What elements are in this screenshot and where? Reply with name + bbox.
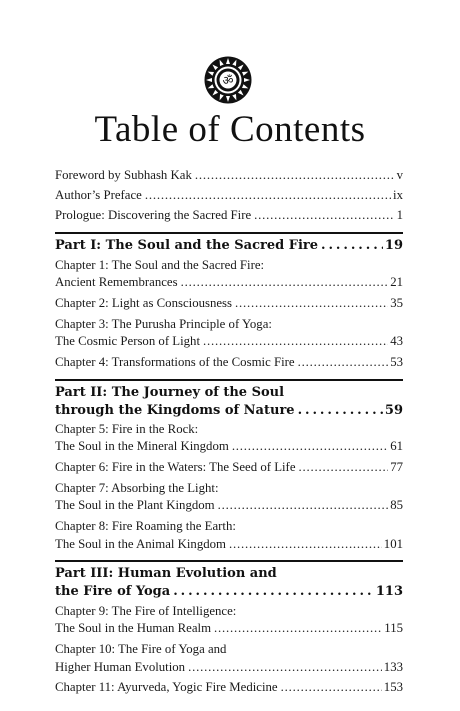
page-number: 1	[396, 208, 403, 222]
part-heading-title: Part III: Human Evolution and	[55, 566, 277, 582]
dot-leader	[188, 660, 382, 675]
chapter-entry-title: Chapter 4: Transformations of the Cosmic Fire	[55, 354, 295, 369]
part-heading-title: Part II: The Journey of the Soul	[55, 384, 285, 400]
chapter-entry	[55, 334, 403, 349]
dot-leader	[321, 238, 383, 253]
section-divider	[55, 232, 403, 234]
chapter-entry	[55, 604, 403, 619]
dot-leader	[281, 680, 382, 695]
chapter-entry	[55, 680, 403, 695]
section-divider	[55, 560, 403, 562]
section-divider	[55, 379, 403, 381]
page-number: v	[396, 168, 403, 182]
chapter-entry-title: Ancient Remembrances	[55, 274, 178, 289]
chapter-entry	[55, 296, 403, 311]
part-heading	[55, 566, 403, 581]
chapter-entry-title: Chapter 11: Ayurveda, Yogic Fire Medicine	[55, 680, 278, 695]
chapter-entry	[55, 519, 403, 534]
dot-leader	[299, 460, 389, 475]
chapter-entry-title: The Soul in the Mineral Kingdom	[55, 439, 229, 454]
front-matter-entry-title: Foreword by Subhash Kak	[55, 168, 192, 182]
chapter-entry-title: Chapter 8: Fire Roaming the Earth:	[55, 519, 236, 534]
dot-leader	[145, 188, 391, 203]
dot-leader	[218, 498, 389, 513]
page-number: 21	[390, 274, 403, 289]
chapter-entry-title: Chapter 2: Light as Consciousness	[55, 295, 233, 310]
chapter-entry-title: Higher Human Evolution	[55, 659, 186, 674]
dot-leader	[195, 168, 395, 183]
chapter-entry	[55, 481, 403, 496]
chapter-entry	[55, 317, 403, 332]
dot-leader	[235, 296, 388, 311]
chapter-entry-title: Chapter 5: Fire in the Rock:	[55, 422, 199, 436]
chapter-entry-title: The Cosmic Person of Light	[55, 333, 201, 348]
page-number: 59	[384, 402, 403, 418]
page-number: ix	[393, 188, 403, 202]
chapter-entry-title: Chapter 9: The Fire of Intelligence:	[55, 603, 237, 618]
dot-leader	[214, 621, 382, 636]
chapter-entry	[55, 660, 403, 675]
chapter-entry	[55, 355, 403, 370]
part-heading-title: through the Kingdoms of Nature	[55, 402, 295, 418]
chapter-entry	[55, 439, 403, 454]
page-number: 77	[390, 460, 403, 475]
page-number: 153	[383, 680, 403, 695]
part-heading	[55, 385, 403, 400]
dot-leader	[298, 355, 389, 370]
dot-leader	[254, 208, 394, 223]
front-matter-entry-title: Prologue: Discovering the Sacred Fire	[55, 208, 252, 222]
dot-leader	[229, 537, 382, 552]
svg-text:ॐ: ॐ	[222, 73, 234, 88]
part-heading	[55, 403, 403, 418]
page-number: 61	[390, 439, 403, 454]
front-matter-entry-title: Author’s Preface	[55, 188, 142, 202]
chapter-entry-title: Chapter 3: The Purusha Principle of Yoga:	[55, 316, 272, 331]
front-matter-entry	[55, 188, 403, 203]
front-matter-entry	[55, 168, 403, 183]
part-heading	[55, 238, 403, 253]
chapter-entry	[55, 537, 403, 552]
dot-leader	[298, 403, 383, 418]
part-heading	[55, 584, 403, 599]
dot-leader	[173, 584, 374, 599]
page-number: 85	[390, 498, 403, 513]
chapter-entry-title: Chapter 7: Absorbing the Light:	[55, 481, 219, 495]
page-number: 133	[383, 659, 403, 674]
chapter-entry	[55, 498, 403, 513]
chapter-entry	[55, 422, 403, 437]
page-number: 53	[390, 354, 403, 369]
om-mandala-emblem	[204, 56, 252, 104]
chapter-entry-title: Chapter 1: The Soul and the Sacred Fire:	[55, 257, 265, 272]
chapter-entry-title: The Soul in the Plant Kingdom	[55, 498, 215, 513]
chapter-entry	[55, 621, 403, 636]
page-number: 19	[384, 238, 403, 253]
page-number: 115	[384, 621, 403, 636]
part-heading-title: Part I: The Soul and the Sacred Fire	[55, 238, 319, 253]
page-number: 43	[390, 333, 403, 348]
page-number: 113	[375, 584, 403, 600]
part-heading-title: the Fire of Yoga	[55, 584, 171, 600]
chapter-entry-title: The Soul in the Human Realm	[55, 621, 212, 636]
chapter-entry	[55, 460, 403, 475]
chapter-entry-title: Chapter 6: Fire in the Waters: The Seed of Life	[55, 460, 296, 475]
chapter-entry-title: The Soul in the Animal Kingdom	[55, 536, 226, 551]
chapter-entry	[55, 275, 403, 290]
front-matter-entry	[55, 208, 403, 223]
chapter-entry	[55, 258, 403, 273]
dot-leader	[203, 334, 388, 349]
dot-leader	[181, 275, 389, 290]
page-number: 35	[390, 295, 403, 310]
page-number: 101	[383, 536, 403, 551]
chapter-entry-title: Chapter 10: The Fire of Yoga and	[55, 642, 227, 657]
dot-leader	[232, 439, 388, 454]
page-title: Table of Contents	[94, 109, 366, 150]
chapter-entry	[55, 642, 403, 657]
